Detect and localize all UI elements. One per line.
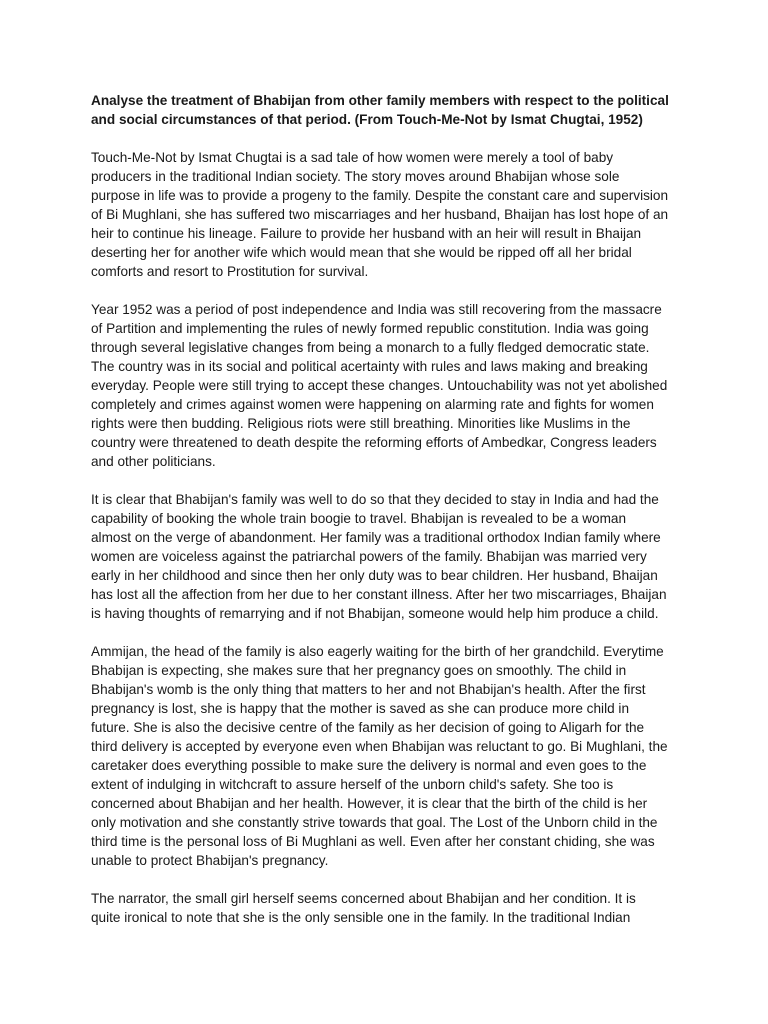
paragraph-line: Ammijan, the head of the family is also eagerly waiting for the birth of her grandchild. Everytime <box>91 644 664 659</box>
heading-line: and social circumstances of that period. (From Touch-Me-Not by Ismat Chugtai, 1952) <box>91 112 643 127</box>
paragraph-line: third delivery is accepted by everyone even when Bhabijan was reluctant to go. Bi Mughlani, the <box>91 739 668 754</box>
paragraph-line: through several legislative changes from being a monarch to a fully fledged democratic state. <box>91 340 650 355</box>
paragraph <box>91 148 691 281</box>
paragraph-line: producers in the traditional Indian society. The story moves around Bhabijan whose sole <box>91 169 620 184</box>
paragraph <box>91 490 691 623</box>
paragraph-line: caretaker does everything possible to make sure the delivery is normal and even goes to the <box>91 758 647 773</box>
paragraph-line: and other politicians. <box>91 454 216 469</box>
paragraph <box>91 889 691 927</box>
paragraph-line: almost on the verge of abandonment. Her family was a traditional orthodox Indian family where <box>91 530 661 545</box>
document-body <box>91 91 691 946</box>
paragraph-line: completely and crimes against women were happening on alarming rate and fights for women <box>91 397 654 412</box>
paragraph-line: deserting her for another wife which would mean that she would be ripped off all her bridal <box>91 245 632 260</box>
paragraph-line: pregnancy is lost, she is happy that the mother is saved as she can produce more child in <box>91 701 630 716</box>
paragraph-line: everyday. People were still trying to accept these changes. Untouchability was not yet abolished <box>91 378 668 393</box>
paragraph-line: quite ironical to note that she is the only sensible one in the family. In the traditional Indian <box>91 910 631 925</box>
paragraph-line: heir to continue his lineage. Failure to provide her husband with an heir will result in Bhaijan <box>91 226 642 241</box>
paragraph-line: country were threatened to death despite the reforming efforts of Ambedkar, Congress leaders <box>91 435 657 450</box>
paragraph <box>91 642 691 870</box>
paragraph-line: The country was in its social and political acertainty with rules and laws making and breaking <box>91 359 648 374</box>
paragraph-line: comforts and resort to Prostitution for survival. <box>91 264 369 279</box>
paragraph-line: early in her childhood and since then her only duty was to bear children. Her husband, Bhaijan <box>91 568 658 583</box>
paragraph-line: future. She is also the decisive centre of the family as her decision of going to Aligarh for the <box>91 720 645 735</box>
paragraph-list <box>91 148 691 927</box>
paragraph-line: women are voiceless against the patriarchal powers of the family. Bhabijan was married very <box>91 549 647 564</box>
paragraph-line: purpose in life was to provide a progeny to the family. Despite the constant care and supervision <box>91 188 669 203</box>
paragraph-line: rights were then budding. Religious riots were still breathing. Minorities like Muslims in the <box>91 416 631 431</box>
paragraph-line: capability of booking the whole train boogie to travel. Bhabijan is revealed to be a woman <box>91 511 627 526</box>
paragraph-line: Bhabijan's womb is the only thing that matters to her and not Bhabijan's health. After the first <box>91 682 646 697</box>
paragraph-line: extent of indulging in witchcraft to assure herself of the unborn child's safety. She too is <box>91 777 614 792</box>
paragraph-line: Bhabijan is expecting, she makes sure that her pregnancy goes on smoothly. The child in <box>91 663 627 678</box>
paragraph-line: It is clear that Bhabijan's family was well to do so that they decided to stay in India and had the <box>91 492 659 507</box>
paragraph-line: has lost all the affection from her due to her constant illness. After her two miscarriages, Bhaijan <box>91 587 667 602</box>
paragraph-line: Year 1952 was a period of post independence and India was still recovering from the massacre <box>91 302 662 317</box>
paragraph-line: is having thoughts of remarrying and if not Bhabijan, someone would help him produce a child. <box>91 606 659 621</box>
paragraph-line: only motivation and she constantly strive towards that goal. The Lost of the Unborn child in the <box>91 815 658 830</box>
paragraph-line: Touch-Me-Not by Ismat Chugtai is a sad tale of how women were merely a tool of baby <box>91 150 614 165</box>
paragraph-line: of Partition and implementing the rules of newly formed republic constitution. India was going <box>91 321 649 336</box>
paragraph <box>91 300 691 471</box>
heading-line: Analyse the treatment of Bhabijan from other family members with respect to the political <box>91 93 669 108</box>
paragraph-line: third time is the personal loss of Bi Mughlani as well. Even after her constant chiding, she was <box>91 834 655 849</box>
paragraph-line: The narrator, the small girl herself seems concerned about Bhabijan and her condition. It is <box>91 891 636 906</box>
paragraph-line: unable to protect Bhabijan's pregnancy. <box>91 853 329 868</box>
paragraph-line: of Bi Mughlani, she has suffered two miscarriages and her husband, Bhaijan has lost hope of an <box>91 207 669 222</box>
document-heading <box>91 91 691 129</box>
paragraph-line: concerned about Bhabijan and her health. However, it is clear that the birth of the child is her <box>91 796 648 811</box>
